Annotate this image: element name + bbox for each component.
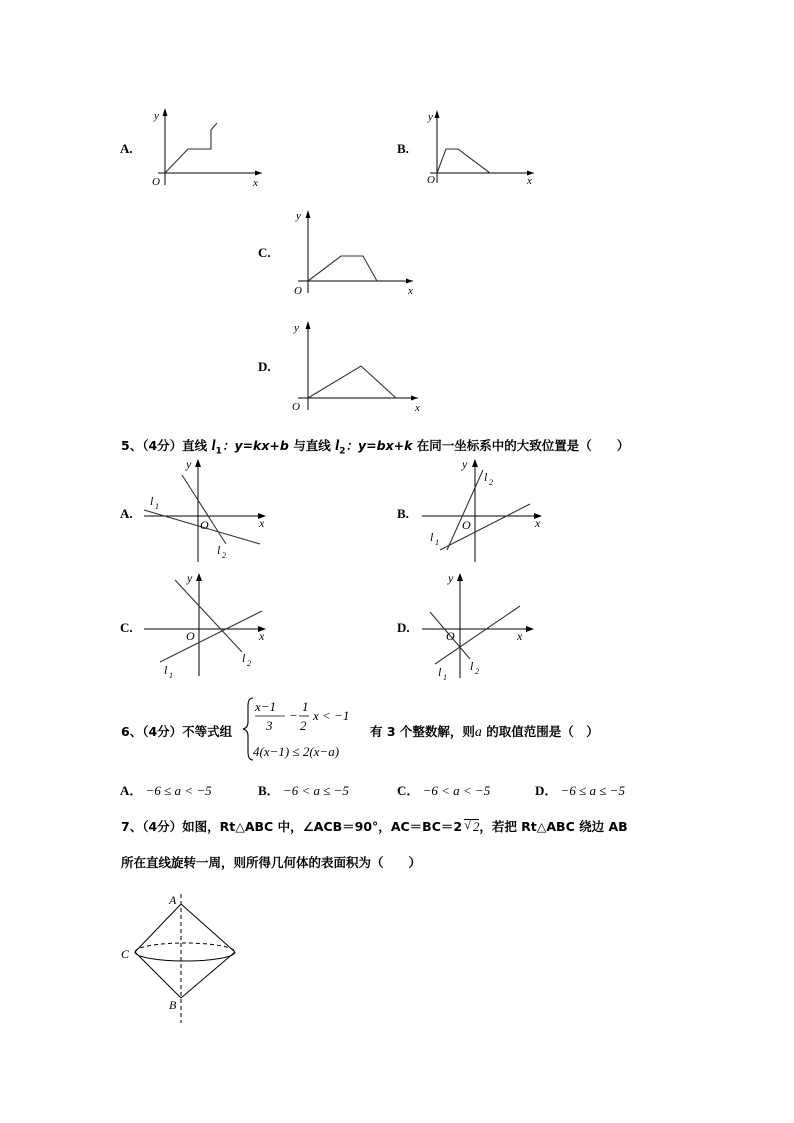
q6-prefix: 6、（4分）不等式组 <box>121 724 233 739</box>
svg-text:x−1: x−1 <box>255 699 277 714</box>
q4-option-c-label: C. <box>258 245 271 260</box>
svg-text:3: 3 <box>266 718 273 733</box>
svg-text:l: l <box>217 543 221 557</box>
svg-text:1: 1 <box>302 699 309 714</box>
svg-text:y: y <box>186 457 192 471</box>
svg-text:x < −1: x < −1 <box>313 708 350 723</box>
svg-text:2: 2 <box>247 659 251 668</box>
q7-line1: 7、（4分）如图，Rt△ABC 中，∠ACB＝90°，AC＝BC＝2 √ 2，若把 Rt△ABC 绕边 AB <box>121 818 628 834</box>
q6-inequality-system <box>240 694 370 764</box>
q5-graph-b <box>420 452 550 567</box>
svg-text:y: y <box>462 457 468 471</box>
q7-rotation-figure <box>115 888 255 1028</box>
svg-text:O: O <box>462 518 471 532</box>
svg-text:y: y <box>294 322 299 334</box>
svg-text:O: O <box>186 629 195 643</box>
svg-text:y: y <box>296 210 301 222</box>
sqrt-expression: √ 2 <box>464 818 480 834</box>
q6-suffix: 有 3 个整数解，则a 的取值范围是（ ） <box>370 724 599 740</box>
q5-option-a-label: A. <box>120 506 133 521</box>
svg-text:O: O <box>446 629 455 643</box>
q5-graph-d <box>420 566 550 686</box>
svg-text:2: 2 <box>475 667 479 676</box>
q4-option-b-label: B. <box>397 141 409 156</box>
svg-text:C: C <box>121 947 130 961</box>
svg-text:4(x−1) ≤ 2(x−a): 4(x−1) ≤ 2(x−a) <box>253 744 340 759</box>
svg-text:y: y <box>428 111 433 123</box>
q4-graph-d <box>288 318 428 413</box>
svg-text:l: l <box>242 651 246 665</box>
x-axis-label: x <box>253 177 258 189</box>
svg-text:B: B <box>169 998 177 1012</box>
svg-text:2: 2 <box>300 718 307 733</box>
svg-text:l: l <box>470 659 474 673</box>
svg-text:l: l <box>164 663 168 677</box>
q7-line2: 所在直线旋转一周，则所得几何体的表面积为（ ） <box>121 855 422 870</box>
q6-option-d: D． −6 ≤ a ≤ −5 <box>535 783 625 798</box>
q4-option-a-label: A. <box>120 141 133 156</box>
svg-text:y: y <box>187 571 193 585</box>
svg-text:1: 1 <box>155 502 159 511</box>
svg-text:x: x <box>259 629 265 643</box>
q5-graph-a <box>142 452 272 567</box>
svg-text:−: − <box>289 708 298 723</box>
svg-text:A: A <box>169 893 177 907</box>
svg-text:y: y <box>448 571 454 585</box>
q6-option-b: B． −6 < a ≤ −5 <box>258 783 349 798</box>
svg-text:l: l <box>150 494 154 508</box>
svg-text:O: O <box>200 518 209 532</box>
q4-graph-c <box>288 205 423 300</box>
q6-option-a: A． −6 ≤ a < −5 <box>120 783 212 798</box>
svg-text:O: O <box>427 174 435 186</box>
q4-option-d-label: D. <box>258 359 271 374</box>
q4-graph-b <box>422 107 542 187</box>
svg-text:2: 2 <box>489 478 493 487</box>
q5-stem: 5、（4分）直线 $l_1$：y=kx+b 与直线 $l_2$：y=bx+k 在同一坐标系中的大致位置是（ ） <box>121 438 630 457</box>
svg-text:2: 2 <box>222 551 226 560</box>
svg-text:x: x <box>517 629 523 643</box>
svg-text:x: x <box>259 516 265 530</box>
q4-graph-a <box>140 105 270 190</box>
q5-graph-c <box>142 566 272 686</box>
svg-text:x: x <box>415 402 420 413</box>
y-axis-label: y <box>154 110 159 122</box>
q5-option-b-label: B. <box>397 506 409 521</box>
svg-text:l: l <box>484 470 488 484</box>
svg-text:1: 1 <box>169 671 173 680</box>
q5-option-d-label: D. <box>397 620 410 635</box>
origin-label: O <box>152 176 160 188</box>
svg-text:O: O <box>292 401 300 413</box>
svg-text:1: 1 <box>435 538 439 547</box>
q5-option-c-label: C. <box>120 620 133 635</box>
q6-option-c: C． −6 < a < −5 <box>397 783 491 798</box>
svg-text:x: x <box>527 175 532 187</box>
svg-text:l: l <box>430 530 434 544</box>
svg-text:1: 1 <box>443 673 447 682</box>
svg-text:x: x <box>535 516 541 530</box>
svg-text:x: x <box>408 285 413 297</box>
svg-text:O: O <box>294 285 302 297</box>
svg-text:l: l <box>438 665 442 679</box>
